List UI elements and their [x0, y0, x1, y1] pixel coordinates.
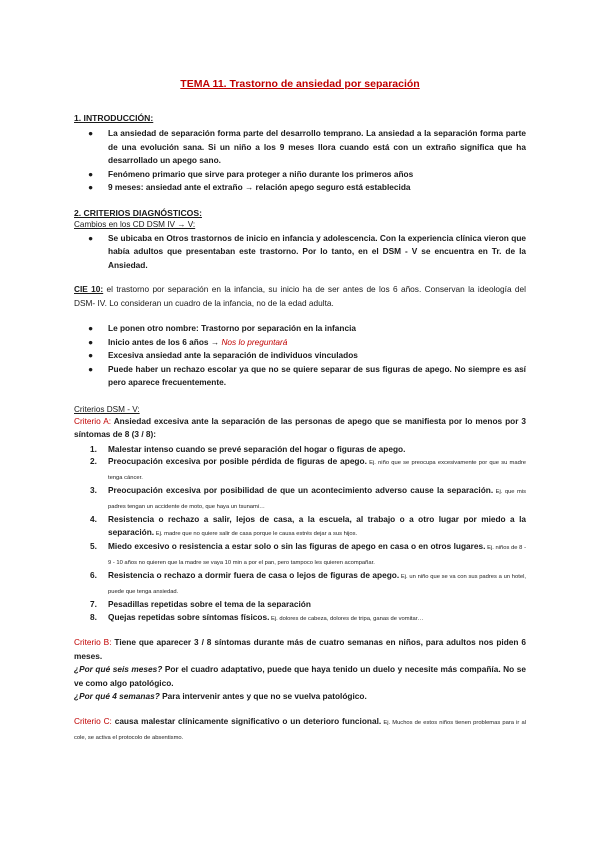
bullet-icon: ● — [88, 350, 94, 360]
bullet-icon: ● — [88, 232, 94, 243]
list-item: ● Fenómeno primario que sirve para proteger a niño durante los primeros años — [74, 168, 526, 182]
list-item: 4. Resistencia o rechazo a salir, lejos de casa, a la escuela, al trabajo o a otro lugar por miedo a la separación. Ej. madre que no quiere salir de casa porque le causa estrés dejar a sus hijos. — [90, 514, 526, 537]
bullet-icon: ● — [88, 128, 94, 138]
cie10-list — [74, 322, 526, 390]
list-item: 2. Preocupación excesiva por posible pérdida de figuras de apego. Ej. niño que se preocupa excesivamente por que su madre tenga cáncer. — [90, 456, 526, 481]
list-item: ● Puede haber un rechazo escolar ya que no se quiere separar de sus figuras de apego. No siempre es así pero aparece frecuentemente. — [88, 363, 526, 387]
list-item: 6. Resistencia o rechazo a dormir fuera de casa o lejos de figuras de apego. Ej. un niño que se va con sus padres a un hotel, puede que tenga ansiedad. — [90, 570, 526, 595]
question-six-months: ¿Por qué seis meses? Por el cuadro adaptativo, puede que haya tenido un duelo y necesite más compañía. No se ve como algo patológico. — [74, 664, 526, 688]
criterio-a: Criterio A: Ansiedad excesiva ante la separación de las personas de apego que se manifiesta por lo menos por 3 síntomas de 8 (3 / 8): — [74, 415, 526, 439]
question-four-weeks: ¿Por qué 4 semanas? Para intervenir antes y que no se vuelva patológico. — [74, 691, 367, 701]
bullet-icon: ● — [88, 336, 94, 347]
cie10-label: CIE 10: — [74, 284, 104, 294]
bullet-icon: ● — [88, 363, 94, 374]
criterios-section — [74, 208, 526, 390]
cie10-paragraph: CIE 10: el trastorno por separación en la infancia, su inicio ha de ser antes de los 6 años. Conservan la ideología del DSM- IV. Lo consideran un cuadro de la infancia, no de la edad adulta. — [74, 284, 526, 308]
dsm-changes-subheading: Cambios en los CD DSM IV → V: — [74, 219, 196, 229]
dsm-heading: Criterios DSM - V: — [74, 404, 140, 414]
list-item: 3. Preocupación excesiva por posibilidad de que un acontecimiento adverso cause la separación. Ej. que mis padres tengan un accidente de moto, que haya un tsunami… — [90, 485, 526, 510]
intro-heading: 1. INTRODUCCIÓN: — [74, 113, 154, 123]
list-item: ● Inicio antes de los 6 años → Nos lo preguntará — [74, 336, 526, 350]
criterio-c-label: Criterio C: — [74, 715, 112, 726]
list-item: ● 9 meses: ansiedad ante el extraño → relación apego seguro está establecida — [74, 181, 526, 195]
list-item: ● Se ubicaba en Otros trastornos de inicio en infancia y adolescencia. Con la experiencia clínica vieron que había adultos que presentaban este trastorno. Por lo tanto, en el DSM - V se encuentra en Tr. de la Ansiedad. — [88, 232, 526, 270]
list-item: 1. Malestar intenso cuando se prevé separación del hogar o figuras de apego. — [90, 443, 406, 454]
criterio-b: Criterio B: Tiene que aparecer 3 / 8 síntomas durante más de cuatro semanas en niños, para adultos nos piden 6 meses. — [74, 637, 526, 661]
intro-section — [74, 113, 526, 195]
criterio-a-list — [74, 443, 526, 626]
criterio-a-label: Criterio A: — [74, 415, 112, 426]
list-item: ● Excesiva ansiedad ante la separación de individuos vinculados — [74, 349, 526, 363]
intro-list — [74, 127, 526, 195]
criterios-heading: 2. CRITERIOS DIAGNÓSTICOS: — [74, 207, 202, 218]
list-item: 7. Pesadillas repetidas sobre el tema de la separación — [90, 599, 311, 609]
page-title: TEMA 11. Trastorno de ansiedad por separación — [180, 78, 420, 90]
bullet-icon: ● — [88, 323, 94, 333]
exam-note: Nos lo preguntará — [221, 336, 288, 347]
criterio-c: Criterio C: causa malestar clínicamente significativo o un deterioro funcional. Ej. Muchos de estos niños tienen problemas para ir al cole, se activa el protocolo de absentismo. — [74, 715, 526, 741]
criterios-list — [74, 232, 526, 273]
list-item: ● Le ponen otro nombre: Trastorno por separación en la infancia — [74, 322, 526, 336]
list-item: 5. Miedo excesivo o resistencia a estar solo o sin las figuras de apego en casa o en otros lugares. Ej. niños de 8 - 9 - 10 años no quieren que la madre se vaya 10 min a por el pan, pero tampoco les quieren acompañar. — [90, 541, 527, 566]
bullet-icon: ● — [88, 168, 94, 179]
bullet-icon: ● — [88, 182, 94, 192]
list-item: 8. Quejas repetidas sobre síntomas físicos. Ej. dolores de cabeza, dolores de tripa, ganas de vomitar… — [90, 611, 424, 622]
criterio-b-label: Criterio B: — [74, 637, 112, 647]
dsm-section — [74, 404, 526, 746]
list-item: ● La ansiedad de separación forma parte del desarrollo temprano. La ansiedad a la separación forma parte de una evolución sana. Si un niño a los 9 meses llora cuando está con un extraño significa que ha desarrollado un apego sano. — [88, 128, 526, 165]
